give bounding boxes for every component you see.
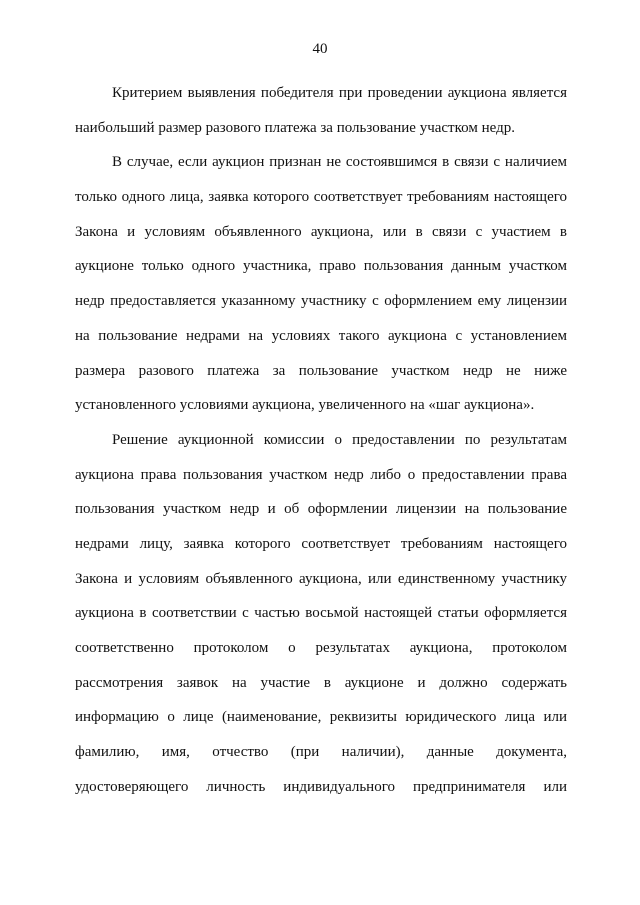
paragraph-1-line-2: наибольший размер разового платежа за пользование участком недр. (75, 119, 515, 136)
paragraph-3-line-6: аукциона в соответствии с частью восьмой настоящей статьи оформляется (75, 605, 567, 622)
paragraph-3-line-2: аукциона права пользования участком недр либо о предоставлении права (75, 466, 567, 483)
paragraph-2-line-2: только одного лица, заявка которого соответствует требованиям настоящего (75, 189, 567, 206)
paragraph-3-line-4: недрами лицу, заявка которого соответствует требованиям настоящего (75, 535, 567, 552)
paragraph-2-line-1: В случае, если аукцион признан не состоявшимся в связи с наличием (112, 154, 567, 171)
paragraph-2-line-6: на пользование недрами на условиях такого аукциона с установлением (75, 327, 567, 344)
document-body (75, 76, 567, 804)
paragraph-3-line-10: фамилию, имя, отчество (при наличии), данные документа, (75, 744, 567, 761)
paragraph-3-line-8: рассмотрения заявок на участие в аукционе и должно содержать (75, 674, 567, 691)
paragraph-2-line-4: аукционе только одного участника, право пользования данным участком (75, 258, 567, 275)
paragraph-2-line-3: Закона и условиям объявленного аукциона, или в связи с участием в (75, 223, 567, 240)
paragraph-3-line-1: Решение аукционной комиссии о предоставлении по результатам (112, 431, 567, 448)
paragraph-3-line-9: информацию о лице (наименование, реквизиты юридического лица или (75, 709, 567, 726)
paragraph-3-line-7: соответственно протоколом о результатах аукциона, протоколом (75, 640, 567, 656)
page-number: 40 (312, 41, 328, 57)
paragraph-1-line-1: Критерием выявления победителя при проведении аукциона является (112, 85, 567, 101)
paragraph-2-line-7: размера разового платежа за пользование участком недр не ниже (75, 362, 567, 379)
paragraph-3-line-11: удостоверяющего личность индивидуального предпринимателя или (75, 778, 567, 795)
paragraph-3-line-5: Закона и условиям объявленного аукциона, или единственному участнику (75, 570, 567, 587)
paragraph-2-line-5: недр предоставляется указанному участнику с оформлением ему лицензии (75, 293, 567, 310)
paragraph-3-line-3: пользования участком недр и об оформлении лицензии на пользование (75, 501, 567, 518)
paragraph-2-line-8: установленного условиями аукциона, увеличенного на «шаг аукциона». (75, 397, 535, 414)
